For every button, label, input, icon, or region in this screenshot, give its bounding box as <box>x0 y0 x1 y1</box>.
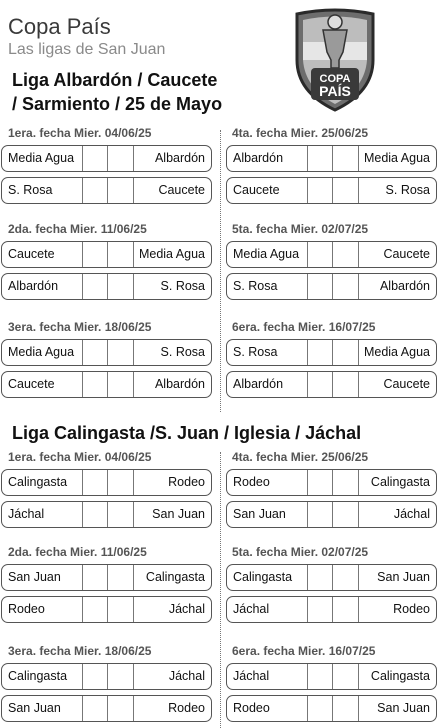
home-team: Jáchal <box>233 602 270 616</box>
fecha-label: 3era. fecha Mier. 18/06/25 <box>8 644 152 658</box>
away-score-box <box>332 178 359 203</box>
match-row <box>226 241 437 268</box>
home-team: Media Agua <box>233 247 300 261</box>
match-row <box>226 339 437 366</box>
away-score-box <box>107 178 134 203</box>
away-team: Albardón <box>379 279 430 293</box>
home-score-box <box>307 696 333 721</box>
home-score-box <box>82 274 108 299</box>
away-score-box <box>107 696 134 721</box>
home-team: Media Agua <box>8 345 75 359</box>
fecha-label: 5ta. fecha Mier. 02/07/25 <box>232 222 369 236</box>
home-score-box <box>307 664 333 689</box>
home-score-box <box>307 470 333 495</box>
match-row <box>226 371 437 398</box>
away-score-box <box>107 470 134 495</box>
home-score-box <box>82 340 108 365</box>
match-row <box>226 145 437 172</box>
away-score-box <box>332 242 359 267</box>
home-team: Albardón <box>233 151 284 165</box>
home-team: Calingasta <box>233 570 293 584</box>
home-team: San Juan <box>8 570 61 584</box>
away-score-box <box>332 664 359 689</box>
away-team: Albardón <box>154 151 205 165</box>
match-row <box>226 273 437 300</box>
match-row <box>226 596 437 623</box>
away-team: Calingasta <box>145 570 205 584</box>
home-score-box <box>82 242 108 267</box>
fecha-label: 2da. fecha Mier. 11/06/25 <box>8 545 147 559</box>
fecha-label: 4ta. fecha Mier. 25/06/25 <box>232 450 369 464</box>
page-title: Copa País <box>8 14 111 39</box>
fecha-label: 4ta. fecha Mier. 25/06/25 <box>232 126 369 140</box>
match-row <box>226 695 437 722</box>
home-team: S. Rosa <box>233 279 278 293</box>
away-score-box <box>332 597 359 622</box>
home-score-box <box>307 340 333 365</box>
away-score-box <box>332 470 359 495</box>
home-team: Albardón <box>233 377 284 391</box>
home-team: Rodeo <box>8 602 45 616</box>
away-team: Rodeo <box>168 701 205 715</box>
home-score-box <box>82 372 108 397</box>
logo-text-top: COPA <box>319 73 351 85</box>
away-score-box <box>107 372 134 397</box>
match-row <box>226 564 437 591</box>
match-row <box>226 501 437 528</box>
home-score-box <box>307 242 333 267</box>
home-score-box <box>82 146 108 171</box>
away-team: San Juan <box>152 507 205 521</box>
match-row <box>1 145 212 172</box>
away-team: Calingasta <box>370 475 430 489</box>
away-team: San Juan <box>377 570 430 584</box>
away-team: Media Agua <box>138 247 205 261</box>
away-team: Caucete <box>383 247 430 261</box>
home-score-box <box>82 696 108 721</box>
fecha-label: 1era. fecha Mier. 04/06/25 <box>8 126 152 140</box>
away-score-box <box>107 664 134 689</box>
match-row <box>226 663 437 690</box>
home-score-box <box>307 178 333 203</box>
away-score-box <box>107 340 134 365</box>
home-score-box <box>307 597 333 622</box>
away-score-box <box>332 502 359 527</box>
away-team: Caucete <box>383 377 430 391</box>
home-score-box <box>307 565 333 590</box>
home-team: Caucete <box>8 377 55 391</box>
fecha-label: 6era. fecha Mier. 16/07/25 <box>232 644 376 658</box>
home-team: Caucete <box>8 247 55 261</box>
fecha-label: 3era. fecha Mier. 18/06/25 <box>8 320 152 334</box>
match-row <box>226 469 437 496</box>
home-team: S. Rosa <box>233 345 278 359</box>
match-row <box>1 371 212 398</box>
home-score-box <box>82 597 108 622</box>
away-team: S. Rosa <box>160 279 205 293</box>
away-team: Caucete <box>158 183 205 197</box>
away-team: S. Rosa <box>385 183 430 197</box>
home-score-box <box>82 470 108 495</box>
away-score-box <box>332 274 359 299</box>
page-subtitle: Las ligas de San Juan <box>8 41 166 58</box>
away-team: S. Rosa <box>160 345 205 359</box>
away-score-box <box>332 146 359 171</box>
away-score-box <box>332 696 359 721</box>
away-score-box <box>107 146 134 171</box>
home-team: Jáchal <box>8 507 45 521</box>
column-divider <box>220 452 221 728</box>
home-team: Rodeo <box>233 475 270 489</box>
away-team: Jáchal <box>168 669 205 683</box>
home-team: San Juan <box>233 507 286 521</box>
home-score-box <box>82 502 108 527</box>
fecha-label: 1era. fecha Mier. 04/06/25 <box>8 450 152 464</box>
away-score-box <box>107 242 134 267</box>
home-team: San Juan <box>8 701 61 715</box>
league-title-1-line2: / Sarmiento / 25 de Mayo <box>12 94 223 114</box>
home-score-box <box>82 565 108 590</box>
home-score-box <box>307 274 333 299</box>
match-row <box>1 663 212 690</box>
away-team: Jáchal <box>393 507 430 521</box>
match-row <box>1 469 212 496</box>
match-row <box>226 177 437 204</box>
match-row <box>1 564 212 591</box>
home-score-box <box>307 146 333 171</box>
home-team: Calingasta <box>8 475 68 489</box>
home-score-box <box>82 178 108 203</box>
away-score-box <box>107 565 134 590</box>
match-row <box>1 273 212 300</box>
away-score-box <box>332 372 359 397</box>
fecha-label: 2da. fecha Mier. 11/06/25 <box>8 222 147 236</box>
away-team: Rodeo <box>393 602 430 616</box>
away-team: Jáchal <box>168 602 205 616</box>
home-score-box <box>82 664 108 689</box>
away-score-box <box>332 340 359 365</box>
column-divider <box>220 130 221 412</box>
home-team: Albardón <box>8 279 59 293</box>
home-team: Jáchal <box>233 669 270 683</box>
match-row <box>1 177 212 204</box>
away-team: Albardón <box>154 377 205 391</box>
home-team: Media Agua <box>8 151 75 165</box>
away-score-box <box>332 565 359 590</box>
away-team: Media Agua <box>363 151 430 165</box>
away-score-box <box>107 502 134 527</box>
away-team: Calingasta <box>370 669 430 683</box>
home-team: Rodeo <box>233 701 270 715</box>
match-row <box>1 241 212 268</box>
match-row <box>1 695 212 722</box>
fecha-label: 6era. fecha Mier. 16/07/25 <box>232 320 376 334</box>
away-team: Rodeo <box>168 475 205 489</box>
home-score-box <box>307 502 333 527</box>
away-score-box <box>107 274 134 299</box>
copa-pais-logo <box>289 8 381 112</box>
league-title-2: Liga Calingasta /S. Juan / Iglesia / Jáchal <box>12 423 362 443</box>
home-team: Calingasta <box>8 669 68 683</box>
match-row <box>1 596 212 623</box>
away-score-box <box>107 597 134 622</box>
home-score-box <box>307 372 333 397</box>
away-team: Media Agua <box>363 345 430 359</box>
match-row <box>1 501 212 528</box>
logo-text-bottom: PAÍS <box>319 83 351 99</box>
fecha-label: 5ta. fecha Mier. 02/07/25 <box>232 545 369 559</box>
home-team: S. Rosa <box>8 183 53 197</box>
league-title-1: Liga Albardón / Caucete <box>12 70 218 90</box>
home-team: Caucete <box>233 183 280 197</box>
away-team: San Juan <box>377 701 430 715</box>
match-row <box>1 339 212 366</box>
